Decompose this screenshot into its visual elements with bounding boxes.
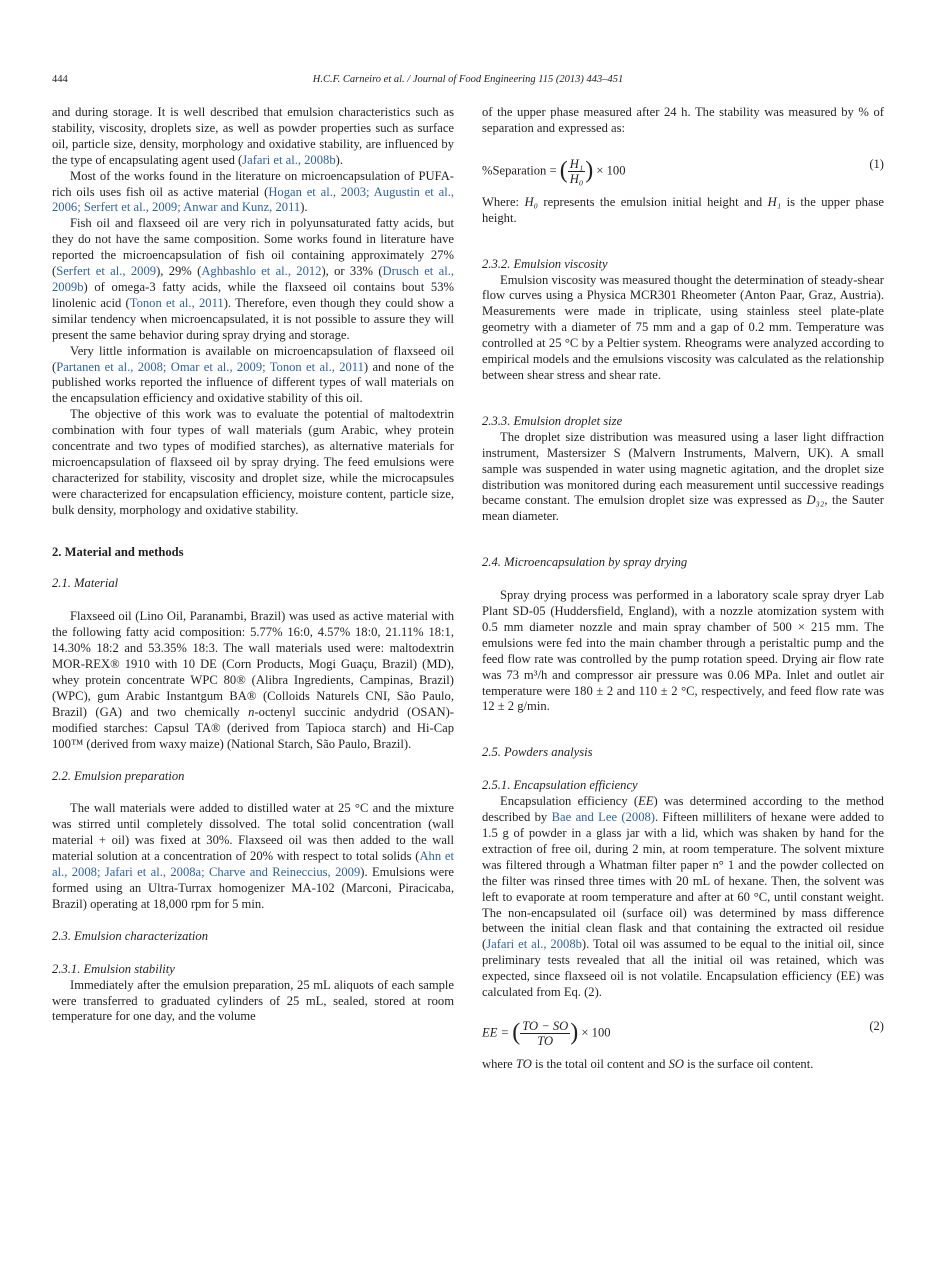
- text-run: n: [248, 704, 255, 719]
- text-run: Where:: [482, 194, 525, 209]
- citation-link[interactable]: Partanen et al., 2008; Omar et al., 2009; Tonon et al., 2011: [56, 359, 364, 374]
- page-number: 444: [52, 74, 68, 85]
- paragraph: [52, 609, 454, 752]
- paragraph: [52, 801, 454, 912]
- text-run: Encapsulation efficiency (: [500, 794, 639, 809]
- fraction-denominator: H₀: [569, 171, 584, 186]
- text-run: ). Therefore, even though they could show a similar tendency when microencapsulated, it is not possible to assure they will present the same behavior during spray drying and storage.: [52, 295, 454, 342]
- equation-body: %Separation = ( $\frac{\text{H₁}}{\text{H₀}}$ ) × 100: [482, 156, 626, 186]
- text-run: ), or 33% (: [321, 264, 383, 279]
- citation-link[interactable]: Bae and Lee (2008): [551, 810, 655, 825]
- text-run: Very little information is available on microencapsulation of flaxseed oil (: [52, 343, 454, 374]
- paragraph: [52, 978, 454, 1026]
- section-heading: 2. Material and methods: [52, 544, 184, 559]
- text-run: is the total oil content and: [531, 1056, 669, 1071]
- page-header: [52, 74, 884, 88]
- text-run: The droplet size distribution was measured using a laser light diffraction instrument, Mastersizer S (Malvern Instruments, Malvern, UK). A small sample was suspended in water using magnetic agitation, and the droplet size distribution was monitored during each measurement until successive readings became constant. The emulsion droplet size was expressed as: [482, 429, 884, 508]
- citation-link[interactable]: Ahn et al., 2008; Jafari et al., 2008a; Charve and Reineccius, 2009: [52, 849, 454, 880]
- equation-lhs: %Separation =: [482, 163, 560, 178]
- text-run: ).: [335, 152, 343, 167]
- text-run: H₀: [524, 194, 538, 209]
- subsubsection-heading: 2.3.3. Emulsion droplet size: [482, 413, 623, 428]
- text-run: ), 29% (: [156, 264, 202, 279]
- citation-link[interactable]: Jafari et al., 2008b: [486, 937, 582, 952]
- subsubsection-heading: 2.3.2. Emulsion viscosity: [482, 256, 608, 271]
- equation-lhs: EE =: [482, 1025, 513, 1040]
- subsection-heading: 2.1. Material: [52, 576, 119, 591]
- right-column: [482, 105, 884, 1073]
- paragraph: [482, 105, 884, 137]
- subsection-heading: 2.4. Microencapsulation by spray drying: [482, 555, 688, 570]
- equation-1: [482, 151, 884, 186]
- text-run: represents the emulsion initial height and: [537, 194, 768, 209]
- text-run: TO: [515, 1056, 532, 1071]
- paragraph: [52, 169, 454, 217]
- text-run: ) of omega-3 fatty acids, while the flaxseed oil contains bout 53% linolenic acid (: [52, 279, 454, 310]
- citation-link[interactable]: Drusch et al., 2009b: [52, 264, 454, 294]
- text-run: . Fifteen milliliters of hexane were added to 1.5 g of powder in a glass jar with a lid, which was shaken by hand for the extraction of free oil, during 2 min, at room temperature. The solvent mixture was filtered through a Whatman filter paper n° 1 and the powder collected on the filter was rinsed three times with 20 mL of hexane. Then, the solvent was left to evaporate at room temperature and after at 60 °C, until constant weight. The non-encapsulated oil (surface oil) was determined by mass difference between the initial clean flask and that containing the extracted oil residue (: [482, 810, 884, 952]
- equation-rhs: × 100: [593, 163, 626, 178]
- left-column: [52, 105, 454, 1025]
- citation-link[interactable]: Serfert et al., 2009: [56, 264, 157, 279]
- subsubsection-heading: 2.5.1. Encapsulation efficiency: [482, 778, 638, 793]
- paragraph: [482, 273, 884, 384]
- fraction: [568, 157, 585, 186]
- text-run: Spray drying process was performed in a laboratory scale spray dryer Lab Plant SD-05 (Huddersfield, England), with a nozzle atomization system with 0.5 mm diameter nozzle and main spray chamber of 500 × 215 mm. The emulsions were fed into the main chamber through a peristaltic pump and the feed flow rate was controlled by the pump rotation speed. Drying air flow rate was 73 m³/h and compressor air pressure was 0.06 MPa. Inlet and outlet air temperature were 180 ± 2 and 110 ± 2 °C, respectively, and feed flow rate was 12 ± 2 g/min.: [482, 588, 884, 714]
- text-run: is the upper phase height.: [482, 194, 884, 225]
- subsubsection-heading: 2.3.1. Emulsion stability: [52, 961, 175, 976]
- text-run: ) was determined according to the method described by: [482, 794, 884, 825]
- text-run: SO: [668, 1056, 684, 1071]
- subsection-heading: 2.3. Emulsion characterization: [52, 928, 209, 943]
- text-run: ). Total oil was assumed to be equal to the initial oil, since preliminary tests revealed that all the initial oil was retained, which was expected, since flaxseed oil is not volatile. Encapsulation efficiency (EE) was calculated from Eq. (2).: [482, 937, 884, 1000]
- text-run: H₁: [767, 194, 782, 209]
- text-run: where: [482, 1056, 516, 1071]
- text-run: Emulsion viscosity was measured thought the determination of steady-shear flow curves using a Physica MCR301 Rheometer (Anton Paar, Graz, Austria). Measurements were made in triplicate, using stainless steel plate-plate geometry with a diameter of 75 mm and a gap of 0.2 mm. Temperature was controlled at 25 °C by a Peltier system. Rheograms were analyzed according to empirical models and the emulsions viscosity was calculated as the relationship between shear stress and shear rate.: [482, 272, 884, 382]
- citation-link[interactable]: Tonon et al., 2011: [129, 295, 224, 310]
- paragraph: [482, 195, 884, 227]
- text-run: The objective of this work was to evaluate the potential of maltodextrin combination with four types of wall materials (gum Arabic, whey protein concentrate and two types of modified starches), as alternative materials for microencapsulation of flaxseed oil by spray drying. The feed emulsions were characterized for stability, viscosity and droplet size, while the microcapsules were characterized for encapsulation efficiency, moisture content, particle size, bulk density, morphology and oxidative stability.: [52, 407, 454, 517]
- text-run: and during storage. It is well described that emulsion characteristics such as stability, viscosity, droplets size, as well as powder properties such as surface oil, particle size, density, morphology and oxidative stability, are influenced by the type of encapsulating agent used (: [52, 105, 454, 167]
- subsection-heading: 2.5. Powders analysis: [482, 745, 593, 760]
- paragraph: [52, 344, 454, 408]
- equation-2: [482, 1013, 884, 1048]
- text-run: Immediately after the emulsion preparation, 25 mL aliquots of each sample were transferred to graduated cylinders of 25 mL, sealed, stored at room temperature for one day, and the volume: [52, 977, 454, 1024]
- text-run: of the upper phase measured after 24 h. The stability was measured by % of separation and expressed as:: [482, 105, 884, 135]
- text-run: The wall materials were added to distilled water at 25 °C and the mixture was stirred until completely dissolved. The total solid concentration (wall material + oil) was fixed at 30%. Flaxseed oil was then added to the wall material solution at a concentration of 20% with respect to total solids (: [52, 801, 454, 864]
- text-run: Most of the works found in the literature on microencapsulation of PUFA-rich oils uses fish oil as active material (: [52, 168, 454, 199]
- paragraph: [482, 1057, 884, 1073]
- subsection-heading: 2.2. Emulsion preparation: [52, 768, 185, 783]
- paragraph: [482, 794, 884, 1001]
- running-title: H.C.F. Carneiro et al. / Journal of Food Engineering 115 (2013) 443–451: [312, 74, 624, 85]
- citation-link[interactable]: Aghbashlo et al., 2012: [201, 264, 322, 279]
- fraction: [520, 1019, 570, 1048]
- equation-number: (1): [869, 156, 884, 171]
- text-run: D₃₂: [806, 493, 825, 508]
- fraction-numerator: TO − SO: [522, 1018, 569, 1033]
- text-run: -octenyl succinic andydrid (OSAN)-modified starches: Capsul TA® (derived from Tapioca starch) and Hi-Cap 100™ (derived from waxy maize) (National Starch, São Paulo, Brazil).: [52, 704, 455, 751]
- equation-rhs: × 100: [578, 1025, 611, 1040]
- text-run: ) and none of the published works reported the influence of different types of wall materials on the encapsulation efficiency and oxidative stability of this oil.: [52, 359, 454, 406]
- equation-number: (2): [869, 1018, 884, 1033]
- paragraph: [482, 430, 884, 525]
- paragraph: [52, 407, 454, 518]
- citation-link[interactable]: Jafari et al., 2008b: [242, 152, 336, 167]
- citation-link[interactable]: Hogan et al., 2003; Augustin et al., 2006; Serfert et al., 2009; Anwar and Kunz, 2011: [52, 184, 454, 215]
- paragraph: [52, 216, 454, 343]
- equation-body: EE = ( $\frac{TO - SO}{TO}$ ) × 100: [482, 1018, 611, 1048]
- paragraph: [52, 105, 454, 169]
- text-run: ).: [300, 200, 308, 215]
- text-run: Fish oil and flaxseed oil are very rich in polyunsaturated fatty acids, but they do not have the same composition. Some works found in literature have reported the microencapsulation of fish oil containing approximately 27% (: [52, 216, 454, 279]
- text-run: ). Emulsions were formed using an Ultra-Turrax homogenizer MA-102 (Marconi, Piracicaba, Brazil) operating at 18,000 rpm for 5 min.: [52, 865, 454, 911]
- fraction-numerator: H₁: [569, 156, 584, 171]
- text-run: , the Sauter mean diameter.: [482, 493, 884, 524]
- paragraph: [482, 588, 884, 715]
- text-run: EE: [638, 794, 654, 809]
- text-run: is the surface oil content.: [683, 1056, 814, 1071]
- fraction-denominator: TO: [537, 1033, 554, 1048]
- text-run: Flaxseed oil (Lino Oil, Paranambi, Brazil) was used as active material with the following fatty acid composition: 5.77% 16:0, 4.57% 18:0, 21.11% 18:1, 14.30% 18:2 and 53.35% 18:3. The wall materials used were: maltodextrin MOR-REX® 1910 with 10 DE (Corn Products, Mogi Guaçu, Brazil) (MD), whey protein concentrate WPC 80® (Alibra Ingredients, Campinas, Brazil) (WPC), gum Arabic Instantgum BA® (Colloids Naturels CNI, São Paulo, Brazil) (GA) and two chemically: [52, 609, 454, 719]
